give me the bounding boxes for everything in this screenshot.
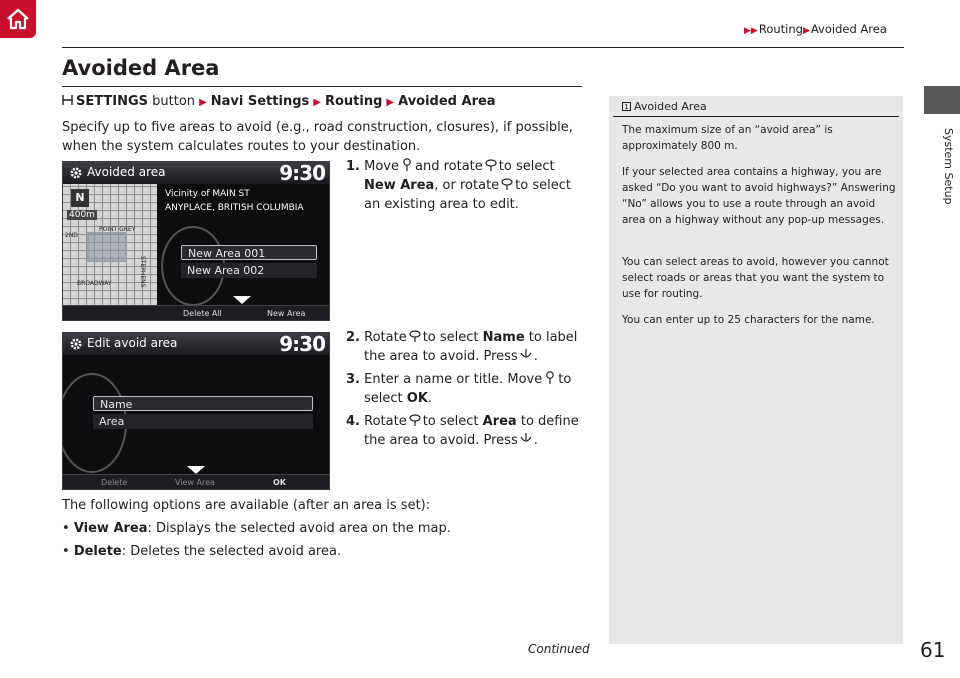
note-title-text: Avoided Area [634, 100, 707, 113]
step-bold-text: Name [482, 330, 525, 345]
gear-icon [69, 337, 83, 351]
north-icon: N [71, 189, 89, 207]
step-number: 1. [346, 159, 360, 174]
map-scale-top: 400m [69, 210, 95, 220]
edit-avoid-area-screen [62, 332, 330, 490]
note-title [622, 100, 707, 113]
bullet-text: : Displays the selected avoid area on the map. [147, 521, 451, 536]
section-tab [924, 86, 960, 114]
screen-title: Edit avoid area [87, 336, 178, 350]
scroll-down-icon [233, 296, 251, 304]
street-label: STEPHENS [139, 256, 146, 288]
bullet-term: Delete [73, 544, 122, 559]
note-paragraph: If your selected area contains a highway, you are asked “Do you want to avoid highways?” Answering “No” allows you to use a route through an avoid area on a highway without any pop-up messages. [622, 166, 896, 226]
step-3 [346, 370, 586, 408]
home-icon [5, 6, 31, 32]
list-item-name[interactable]: Name [93, 396, 313, 411]
delete-softkey[interactable]: Delete [101, 478, 128, 487]
step-number: 2. [346, 330, 360, 345]
navigation-path [62, 94, 496, 109]
gear-icon [69, 166, 83, 180]
press-icon [520, 432, 532, 446]
scroll-down-icon [187, 466, 205, 474]
bullet-delete: • Delete: Deletes the selected avoid area. [62, 544, 342, 559]
header-rule [62, 47, 904, 48]
step-4 [346, 412, 586, 450]
screen-title: Avoided area [87, 165, 166, 179]
path-arrow-icon: ▶ [313, 97, 321, 108]
clock: 9:30 [279, 161, 325, 185]
note-paragraph: You can enter up to 25 characters for the name. [622, 314, 875, 326]
continued-label: Continued [528, 642, 590, 656]
step-text: to select an existing area to edit. [364, 178, 571, 212]
home-button[interactable] [0, 0, 36, 38]
step-text: to select [364, 372, 572, 406]
step-bold-text: Area [482, 414, 517, 429]
step-text: . [533, 349, 538, 364]
step-bold-text: OK [406, 391, 428, 406]
dial-icon [409, 329, 421, 343]
street-label: 2ND [65, 232, 78, 239]
step-text: Rotate [364, 330, 407, 345]
softkey-bar [63, 474, 329, 489]
ok-softkey[interactable]: OK [273, 478, 286, 487]
location-line-1: Vicinity of MAIN ST [165, 189, 250, 199]
breadcrumb-arrow-icon: ▶▶ [744, 26, 758, 36]
step-number: 3. [346, 372, 360, 387]
options-intro: The following options are available (after an area is set): [62, 498, 431, 513]
step-text: . [427, 391, 433, 406]
note-paragraph: The maximum size of an “avoid area” is approximately 800 m. [622, 124, 833, 152]
press-icon [520, 348, 532, 362]
path-navi-settings: Navi Settings [210, 94, 310, 109]
step-text: to select [498, 159, 555, 174]
screen-header [63, 333, 329, 355]
view-area-softkey[interactable]: View Area [175, 478, 215, 487]
list-item-new-area-001[interactable]: New Area 001 [181, 245, 317, 260]
dial-icon [501, 177, 513, 191]
bullet-term: View Area [73, 521, 148, 536]
map-view[interactable] [63, 184, 157, 321]
step-text: , or rotate [434, 178, 500, 193]
step-text: and rotate [415, 159, 483, 174]
path-arrow-icon: ▶ [199, 97, 207, 108]
location-line-2: ANYPLACE, BRITISH COLUMBIA [165, 203, 304, 213]
note-number-icon: 1 [622, 102, 631, 111]
step-number: 4. [346, 414, 360, 429]
path-avoided-area: Avoided Area [398, 94, 496, 109]
breadcrumb-arrow-icon: ▶ [802, 26, 810, 36]
breadcrumb-item-routing[interactable]: Routing [758, 22, 803, 36]
dial-icon [409, 413, 421, 427]
note-sidebar [609, 96, 903, 644]
note-paragraph: You can select areas to avoid, however you cannot select roads or areas that you want the system to use for routing. [622, 256, 889, 300]
path-arrow-icon: ▶ [386, 97, 395, 108]
step-text: to label the area to avoid. Press [364, 330, 578, 364]
street-label: BROADWAY [77, 280, 112, 287]
avoided-area-screen [62, 161, 330, 321]
avoided-area-box [87, 232, 127, 262]
step-text: . [533, 433, 538, 448]
step-text: to select [422, 414, 479, 429]
bullet-view-area: • View Area: Displays the selected avoid area on the map. [62, 521, 451, 536]
button-word: button [152, 94, 196, 109]
step-2 [346, 328, 586, 366]
step-bold-text: New Area [364, 178, 435, 193]
h-icon [62, 94, 73, 106]
breadcrumb-item-avoided-area[interactable]: Avoided Area [810, 22, 887, 36]
breadcrumb [744, 22, 887, 36]
step-text: Move [364, 159, 399, 174]
new-area-softkey[interactable]: New Area [267, 309, 306, 318]
clock: 9:30 [279, 332, 325, 356]
bullet-text: : Deletes the selected avoid area. [121, 544, 342, 559]
section-label: System Setup [942, 128, 955, 205]
page-title: Avoided Area [62, 56, 220, 80]
street-label: POINT GREY [99, 226, 136, 233]
delete-all-softkey[interactable]: Delete All [183, 309, 222, 318]
joystick-icon [401, 158, 413, 172]
step-text: to define the area to avoid. Press [364, 414, 579, 448]
list-item-new-area-002[interactable]: New Area 002 [181, 263, 317, 278]
title-rule [62, 86, 582, 87]
note-rule [613, 116, 899, 117]
step-text: to select [422, 330, 479, 345]
step-text: Enter a name or title. Move [364, 372, 543, 387]
step-text: Rotate [364, 414, 407, 429]
softkey-bar [63, 305, 329, 320]
path-routing: Routing [324, 94, 383, 109]
joystick-icon [544, 371, 556, 385]
dial-icon [485, 158, 497, 172]
list-item-area[interactable]: Area [93, 414, 313, 429]
screen-header [63, 162, 329, 184]
intro-text: Specify up to five areas to avoid (e.g., road construction, closures), if possible, when the system calculates routes to your destination. [62, 120, 573, 154]
step-1 [346, 157, 586, 214]
page-number: 61 [920, 638, 946, 662]
settings-label: SETTINGS [76, 94, 149, 109]
